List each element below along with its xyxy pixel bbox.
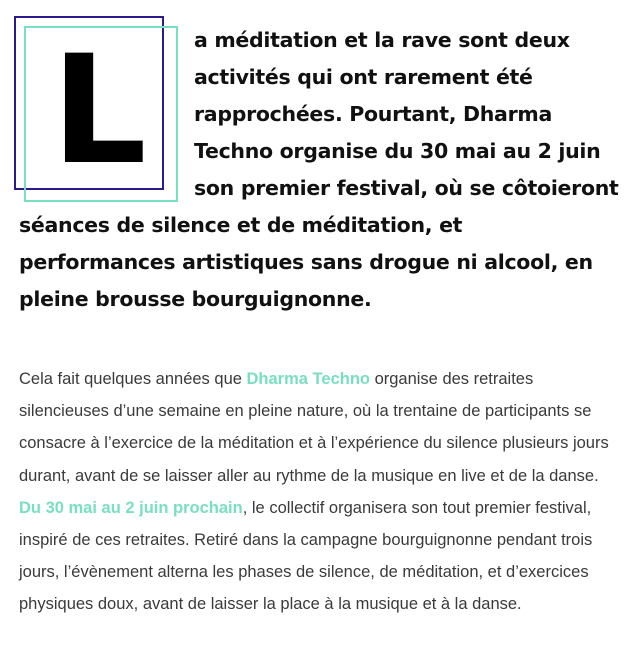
body-paragraph — [19, 363, 625, 621]
link-festival-dates[interactable]: Du 30 mai au 2 juin prochain — [19, 498, 243, 517]
drop-cap-spacer — [19, 22, 194, 207]
lede-text: a méditation et la rave sont deux activités qui ont rarement été rapprochées. Pourtant, Dharma Techno organise du 30 mai au 2 juin son premier festival, où se côtoieront séances de silence et de méditation, et performances artistiques sans drogue ni alcool, en pleine brousse bourguignonne. — [19, 28, 619, 311]
lede-paragraph — [19, 22, 619, 318]
body-text-1: Cela fait quelques années que — [19, 370, 247, 388]
drop-cap-letter: L — [51, 24, 147, 198]
link-dharma-techno[interactable]: Dharma Techno — [246, 370, 370, 388]
body-text-2: organise des retraites silencieuses d’une semaine en pleine nature, où la trentaine de participants se consacre à l’exercice de la méditation et à l’expérience du silence plusieurs jours durant, avant de se laisser aller au rythme de la musique en live et de la danse. — [19, 370, 609, 485]
body-text-3: , le collectif organisera son tout premier festival, inspiré de ces retraites. Retiré dans la campagne bourguignonne pendant trois jours, l’évènement alterna les phases de silence, de méditation, et d’exercices physiques doux, avant de laisser la place à la musique et à la danse. — [19, 498, 593, 614]
